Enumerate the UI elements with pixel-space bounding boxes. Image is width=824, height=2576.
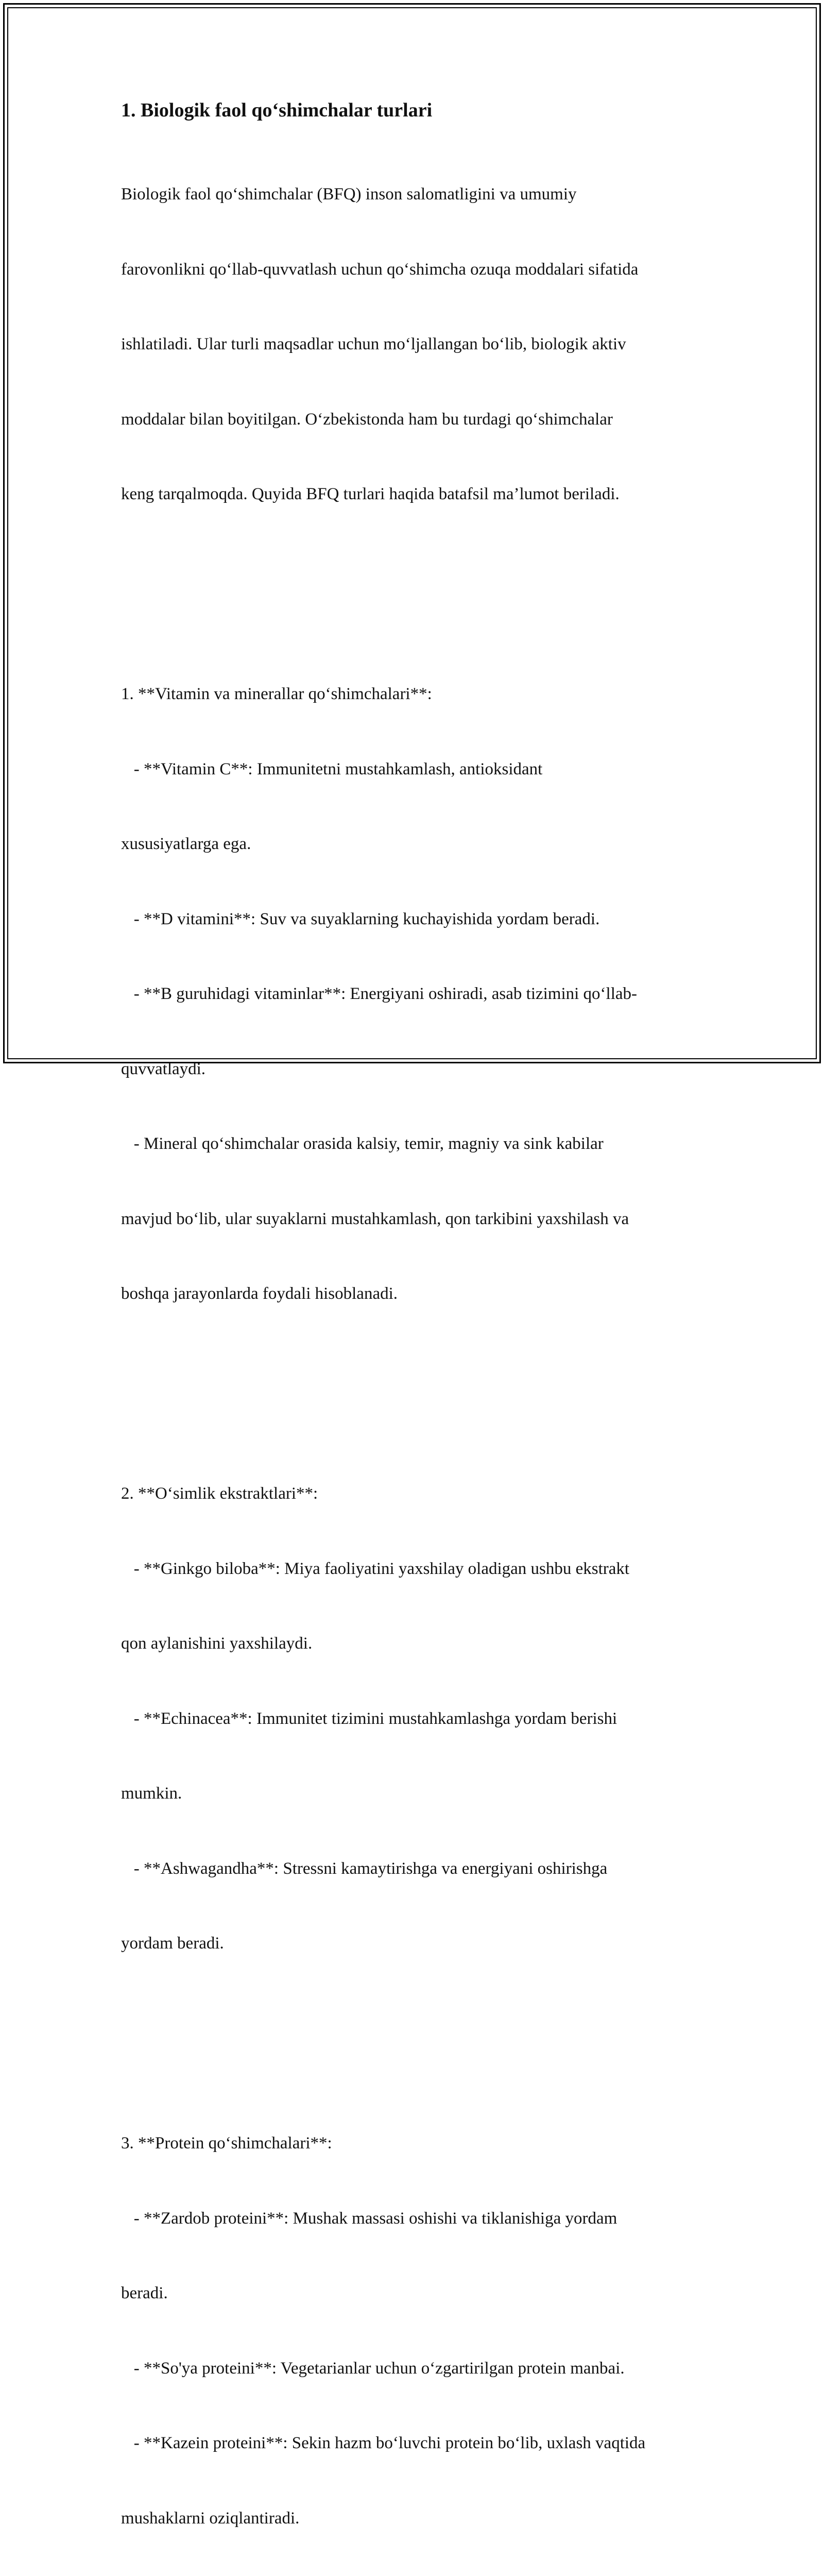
intro-paragraph (121, 132, 713, 557)
intro-line: ishlatiladi. Ular turli maqsadlar uchun mo‘ljallangan bo‘lib, biologik aktiv (121, 332, 713, 357)
section-heading: 1. **Vitamin va minerallar qo‘shimchalari**: (121, 682, 713, 707)
section-line: mushaklarni oziqlantiradi. (121, 2506, 713, 2531)
section-plant-extracts (121, 1357, 713, 2006)
intro-line: moddalar bilan boyitilgan. O‘zbekistonda ham bu turdagi qo‘shimchalar (121, 407, 713, 432)
section-line: mumkin. (121, 1781, 713, 1806)
section-line: yordam beradi. (121, 1931, 713, 1956)
section-line: - **So'ya proteini**: Vegetarianlar uchun o‘zgartirilgan protein manbai. (121, 2356, 713, 2381)
section-vitamins (121, 557, 713, 1357)
section-line: - **B guruhidagi vitaminlar**: Energiyani oshiradi, asab tizimini qo‘llab- (121, 981, 713, 1007)
section-line: - **Ginkgo biloba**: Miya faoliyatini yaxshilay oladigan ushbu ekstrakt (121, 1556, 713, 1582)
section-line: beradi. (121, 2281, 713, 2306)
section-line: - **Kazein proteini**: Sekin hazm bo‘luvchi protein bo‘lib, uxlash vaqtida (121, 2431, 713, 2456)
intro-line: farovonlikni qo‘llab-quvvatlash uchun qo‘shimcha ozuqa moddalari sifatida (121, 257, 713, 282)
intro-line: keng tarqalmoqda. Quyida BFQ turlari haqida batafsil ma’lumot beriladi. (121, 482, 713, 507)
section-line: - **Ashwagandha**: Stressni kamaytirishga va energiyani oshirishga (121, 1856, 713, 1882)
section-line: - Mineral qo‘shimchalar orasida kalsiy, temir, magniy va sink kabilar (121, 1131, 713, 1157)
section-line: quvvatlaydi. (121, 1057, 713, 1082)
section-heading: 3. **Protein qo‘shimchalari**: (121, 2131, 713, 2156)
document-title: 1. Biologik faol qo‘shimchalar turlari (121, 97, 713, 124)
section-line: - **Echinacea**: Immunitet tizimini mustahkamlashga yordam berishi (121, 1706, 713, 1732)
section-line: qon aylanishini yaxshilaydi. (121, 1631, 713, 1656)
section-line: - **Zardob proteini**: Mushak massasi oshishi va tiklanishiga yordam (121, 2206, 713, 2231)
section-heading: 2. **O‘simlik ekstraktlari**: (121, 1481, 713, 1506)
section-line: xususiyatlarga ega. (121, 832, 713, 857)
section-line: - **Vitamin C**: Immunitetni mustahkamlash, antioksidant (121, 757, 713, 782)
section-line: mavjud bo‘lib, ular suyaklarni mustahkamlash, qon tarkibini yaxshilash va (121, 1207, 713, 1232)
section-line: boshqa jarayonlarda foydali hisoblanadi. (121, 1281, 713, 1307)
section-protein (121, 2006, 713, 2576)
document-body (121, 97, 713, 2576)
intro-line: Biologik faol qo‘shimchalar (BFQ) inson salomatligini va umumiy (121, 182, 713, 207)
section-line: - **D vitamini**: Suv va suyaklarning kuchayishida yordam beradi. (121, 907, 713, 932)
